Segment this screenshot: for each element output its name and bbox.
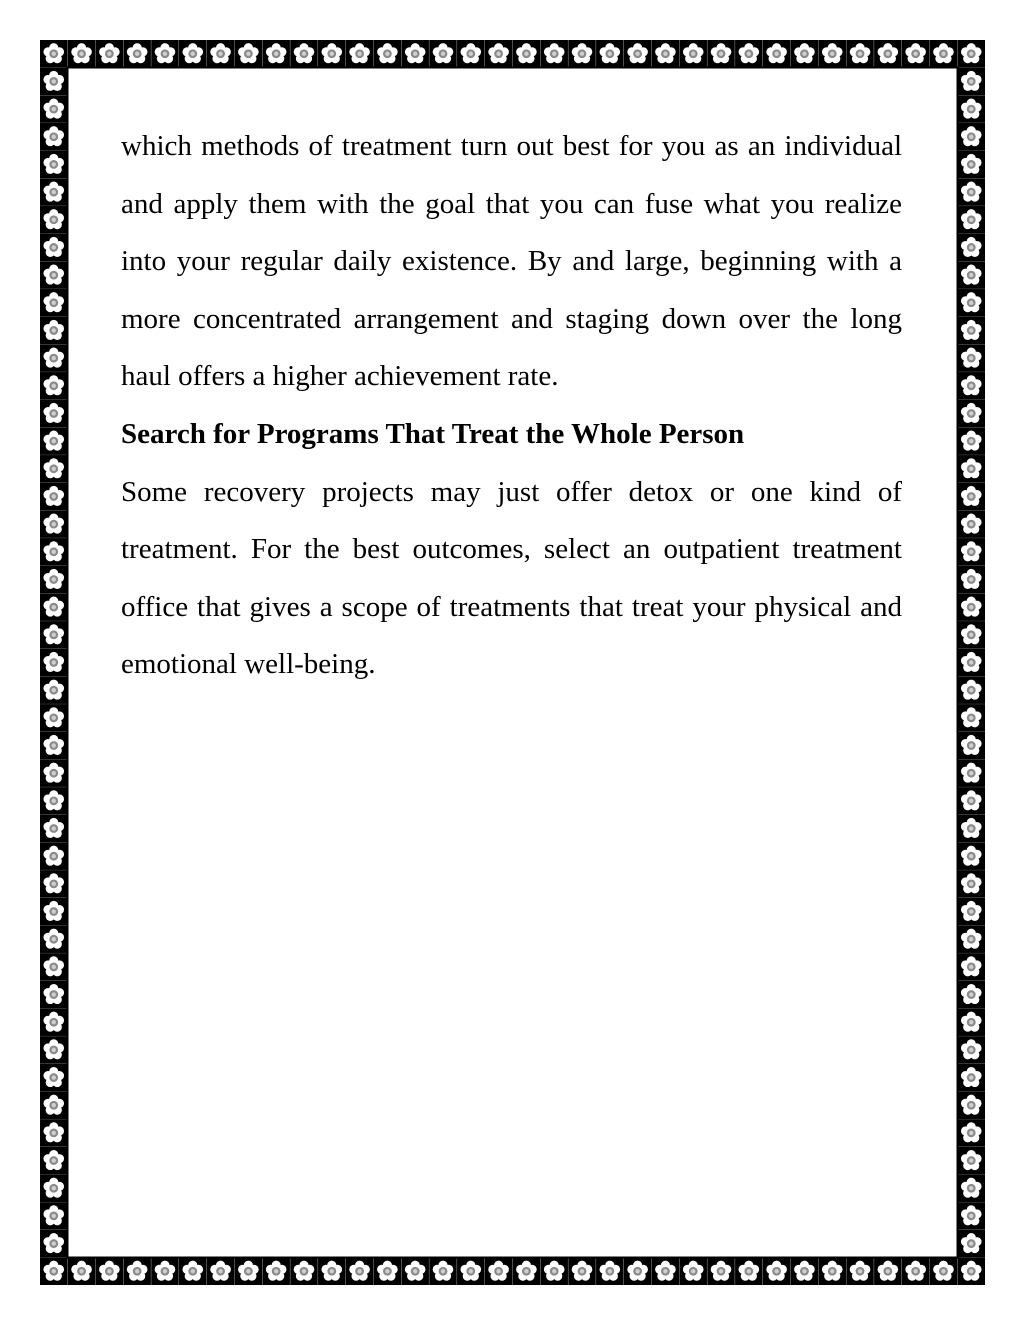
flower-tile-icon (40, 704, 68, 732)
flower-tile-icon (958, 1202, 986, 1230)
flower-tile-icon (40, 1036, 68, 1064)
flower-tile-icon (40, 732, 68, 760)
flower-tile-icon (846, 40, 874, 68)
flower-tile-icon (958, 261, 986, 289)
flower-tile-icon (958, 649, 986, 677)
flower-tile-icon (958, 1064, 986, 1092)
flower-tile-icon (68, 40, 96, 68)
flower-tile-icon (40, 925, 68, 953)
flower-tile-icon (874, 40, 902, 68)
flower-tile-icon (40, 206, 68, 234)
flower-tile-icon (40, 483, 68, 511)
flower-tile-icon (40, 870, 68, 898)
flower-tile-icon (179, 40, 207, 68)
flower-tile-icon (40, 317, 68, 345)
flower-tile-icon (151, 40, 179, 68)
flower-tile-icon (958, 898, 986, 926)
flower-tile-icon (40, 898, 68, 926)
flower-tile-icon (958, 787, 986, 815)
flower-tile-icon (40, 68, 68, 96)
flower-tile-icon (958, 234, 986, 262)
flower-tile-icon (513, 1258, 541, 1286)
flower-tile-icon (568, 1258, 596, 1286)
flower-tile-icon (429, 40, 457, 68)
flower-tile-icon (791, 1258, 819, 1286)
flower-tile-icon (818, 40, 846, 68)
flower-tile-icon (763, 1258, 791, 1286)
flower-tile-icon (596, 40, 624, 68)
flower-tile-icon (123, 1258, 151, 1286)
flower-tile-icon (958, 925, 986, 953)
flower-tile-icon (958, 206, 986, 234)
flower-tile-icon (652, 1258, 680, 1286)
flower-tile-icon (68, 1258, 96, 1286)
flower-tile-icon (40, 1008, 68, 1035)
flower-tile-icon (652, 40, 680, 68)
flower-tile-icon (374, 1258, 402, 1286)
flower-tile-icon (735, 1258, 763, 1286)
flower-tile-icon (40, 510, 68, 537)
flower-tile-icon (958, 981, 986, 1009)
flower-tile-icon (902, 1258, 930, 1286)
flower-tile-icon (958, 1036, 986, 1064)
flower-tile-icon (958, 1174, 986, 1202)
flower-tile-icon (930, 1258, 958, 1286)
flower-tile-icon (958, 483, 986, 511)
flower-tile-icon (40, 815, 68, 843)
flower-tile-icon (540, 1258, 568, 1286)
flower-tile-icon (485, 40, 513, 68)
flower-tile-icon (930, 40, 958, 68)
flower-tile-icon (958, 1258, 986, 1286)
flower-tile-icon (958, 842, 986, 870)
flower-tile-icon (958, 151, 986, 179)
flower-tile-icon (958, 593, 986, 621)
flower-tile-icon (457, 1258, 485, 1286)
flower-tile-icon (874, 1258, 902, 1286)
flower-tile-icon (40, 344, 68, 372)
flower-tile-icon (40, 566, 68, 594)
flower-tile-icon (235, 1258, 263, 1286)
flower-tile-icon (40, 1147, 68, 1175)
flower-tile-icon (262, 1258, 290, 1286)
flower-tile-icon (958, 953, 986, 981)
flower-tile-icon (958, 732, 986, 760)
flower-tile-icon (40, 455, 68, 483)
flower-tile-icon (40, 178, 68, 206)
flower-tile-icon (902, 40, 930, 68)
flower-tile-icon (958, 1230, 986, 1258)
flower-tile-icon (958, 344, 986, 372)
flower-tile-icon (40, 1119, 68, 1147)
flower-tile-icon (40, 261, 68, 289)
flower-tile-icon (40, 1258, 68, 1286)
flower-tile-icon (958, 1119, 986, 1147)
flower-tile-icon (958, 759, 986, 787)
flower-tile-icon (958, 704, 986, 732)
flower-tile-icon (235, 40, 263, 68)
flower-tile-icon (207, 1258, 235, 1286)
flower-tile-icon (40, 289, 68, 317)
flower-tile-icon (40, 95, 68, 123)
section-heading: Search for Programs That Treat the Whole Person (121, 417, 745, 450)
flower-tile-icon (318, 40, 346, 68)
flower-tile-icon (958, 178, 986, 206)
flower-tile-icon (151, 1258, 179, 1286)
flower-tile-icon (207, 40, 235, 68)
flower-tile-icon (958, 427, 986, 455)
flower-tile-icon (540, 40, 568, 68)
flower-tile-icon (958, 1008, 986, 1035)
flower-tile-icon (318, 1258, 346, 1286)
flower-tile-icon (290, 1258, 318, 1286)
flower-tile-icon (40, 676, 68, 704)
flower-tile-icon (401, 1258, 429, 1286)
flower-tile-icon (40, 621, 68, 649)
flower-tile-icon (40, 981, 68, 1009)
flower-tile-icon (40, 1091, 68, 1119)
flower-tile-icon (958, 317, 986, 345)
flower-tile-icon (40, 151, 68, 179)
flower-tile-icon (958, 538, 986, 566)
flower-tile-icon (958, 510, 986, 537)
flower-tile-icon (958, 1147, 986, 1175)
flower-tile-icon (818, 1258, 846, 1286)
flower-tile-icon (958, 1091, 986, 1119)
flower-tile-icon (290, 40, 318, 68)
paragraph-recovery-programs: Some recovery projects may just offer detox or one kind of treatment. For the best outcomes, select an outpatient treatment office that gives a scope of treatments that treat your physical and emotional well-being. (121, 475, 902, 681)
flower-tile-icon (40, 400, 68, 428)
flower-tile-icon (958, 289, 986, 317)
flower-tile-icon (40, 372, 68, 400)
flower-tile-icon (958, 40, 986, 68)
flower-tile-icon (624, 1258, 652, 1286)
flower-tile-icon (40, 842, 68, 870)
flower-tile-icon (958, 372, 986, 400)
flower-tile-icon (40, 593, 68, 621)
flower-tile-icon (96, 40, 124, 68)
flower-tile-icon (624, 40, 652, 68)
flower-tile-icon (707, 1258, 735, 1286)
flower-tile-icon (958, 676, 986, 704)
flower-tile-icon (179, 1258, 207, 1286)
flower-tile-icon (40, 234, 68, 262)
flower-tile-icon (346, 40, 374, 68)
flower-tile-icon (846, 1258, 874, 1286)
flower-tile-icon (40, 40, 68, 68)
flower-tile-icon (679, 1258, 707, 1286)
flower-tile-icon (346, 1258, 374, 1286)
flower-tile-icon (401, 40, 429, 68)
flower-tile-icon (40, 649, 68, 677)
flower-tile-icon (707, 40, 735, 68)
flower-tile-icon (958, 68, 986, 96)
flower-tile-icon (262, 40, 290, 68)
flower-tile-icon (596, 1258, 624, 1286)
flower-tile-icon (568, 40, 596, 68)
flower-tile-icon (40, 1174, 68, 1202)
flower-tile-icon (40, 1202, 68, 1230)
flower-tile-icon (40, 953, 68, 981)
flower-tile-icon (485, 1258, 513, 1286)
flower-tile-icon (958, 95, 986, 123)
flower-tile-icon (958, 621, 986, 649)
flower-tile-icon (374, 40, 402, 68)
flower-tile-icon (40, 538, 68, 566)
flower-tile-icon (429, 1258, 457, 1286)
flower-tile-icon (958, 455, 986, 483)
flower-tile-icon (457, 40, 485, 68)
flower-tile-icon (958, 870, 986, 898)
flower-tile-icon (40, 759, 68, 787)
flower-tile-icon (958, 566, 986, 594)
flower-tile-icon (958, 815, 986, 843)
flower-tile-icon (735, 40, 763, 68)
flower-tile-icon (791, 40, 819, 68)
flower-tile-icon (40, 123, 68, 150)
flower-tile-icon (958, 400, 986, 428)
flower-tile-icon (679, 40, 707, 68)
flower-tile-icon (40, 1064, 68, 1092)
flower-tile-icon (96, 1258, 124, 1286)
flower-tile-icon (40, 1230, 68, 1258)
flower-tile-icon (40, 787, 68, 815)
paragraph-treatment-methods: which methods of treatment turn out best for you as an individual and apply them with the goal that you can fuse what you realize into your regular daily existence. By and large, beginning with a more concentrated arrangement and staging down over the long haul offers a higher achievement rate. (121, 130, 902, 393)
document-body (121, 118, 902, 694)
flower-tile-icon (123, 40, 151, 68)
flower-tile-icon (958, 123, 986, 150)
flower-tile-icon (40, 427, 68, 455)
flower-tile-icon (763, 40, 791, 68)
flower-tile-icon (513, 40, 541, 68)
